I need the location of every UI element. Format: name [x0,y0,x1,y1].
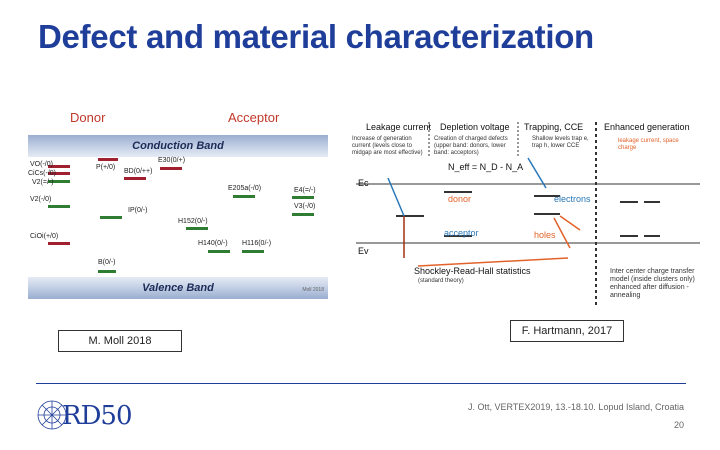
level-label: H152(0/-) [178,218,208,225]
acceptor-text: acceptor [444,228,479,238]
depletion-note: Creation of charged defects (upper band: donors, lower band: acceptors) [434,136,508,156]
level-bar [98,158,118,161]
level-bar [124,177,146,180]
citation-hartmann: F. Hartmann, 2017 [510,320,624,342]
srh-arrow [418,258,568,266]
level-bar [208,250,230,253]
acceptor-label: Acceptor [228,110,280,125]
level-bar [292,213,314,216]
page-number: 20 [673,420,684,430]
level-label: P(+/0) [96,164,116,171]
footer-divider [36,383,686,384]
band-diagram [28,130,328,295]
ev-label: Ev [358,246,369,256]
ec-label: Ec [358,178,369,188]
valence-band: Valence Band [28,277,328,299]
column-heading: Leakage current [366,122,432,132]
srh-subtitle: (standard theory) [418,278,464,284]
hole-arrow [560,216,580,230]
level-label: V2(-/0) [30,196,52,203]
level-label: H140(0/-) [198,240,228,247]
srh-title: Shockley-Read-Hall statistics [414,266,531,276]
level-bar [48,205,70,208]
level-label: E30(0/+) [158,157,186,164]
level-label: CiOi(+/0) [30,233,59,240]
level-bar [48,242,70,245]
level-label: IP(0/-) [128,207,148,214]
donor-text: donor [448,194,472,204]
electrons-text: electrons [554,194,591,204]
trapping-note: Shallow levels trap e, trap h, lower CCE [532,136,589,149]
column-heading: Depletion voltage [440,122,510,132]
conduction-band: Conduction Band [28,135,328,157]
level-bar [233,195,255,198]
enhanced-note: leakage current, space charge [618,138,679,151]
level-bar [98,270,116,273]
rd50-logo-text: RD50 [62,401,132,431]
level-bar [160,167,182,170]
level-bar [242,250,264,253]
citation-moll: M. Moll 2018 [58,330,182,352]
level-label: H116(0/-) [242,240,272,247]
level-label: CiCs(-/0) [28,170,56,177]
level-label: E4(=/-) [294,187,316,194]
level-label: V2(=/-) [32,179,54,186]
neff-formula: N_eff = N_D - N_A [448,162,524,172]
level-bar [186,227,208,230]
holes-text: holes [534,230,556,240]
rd50-logo [36,387,132,445]
figure-credit: Moll 2018 [302,287,324,293]
effects-diagram [348,118,700,310]
level-label: BD(0/++) [124,168,153,175]
level-label: E205a(-/0) [228,185,262,192]
conference-footer: J. Ott, VERTEX2019, 13.-18.10. Lopud Island, Croatia [468,402,684,412]
donor-label: Donor [70,110,106,125]
level-bar [100,216,122,219]
level-label: V3(-/0) [294,203,316,210]
column-heading: Trapping, CCE [524,122,584,132]
level-label: B(0/-) [98,259,116,266]
level-label: VO(-/0) [30,161,53,168]
column-heading: Enhanced generation [604,122,690,132]
level-bar [292,196,314,199]
leakage-note: Increase of generation current (levels close to midgap are most effective) [352,136,423,156]
slide-title: Defect and material characterization [38,18,594,55]
ictm-note: Inter center charge transfer model (inside clusters only) enhanced after diffusion - annealing [610,268,695,299]
